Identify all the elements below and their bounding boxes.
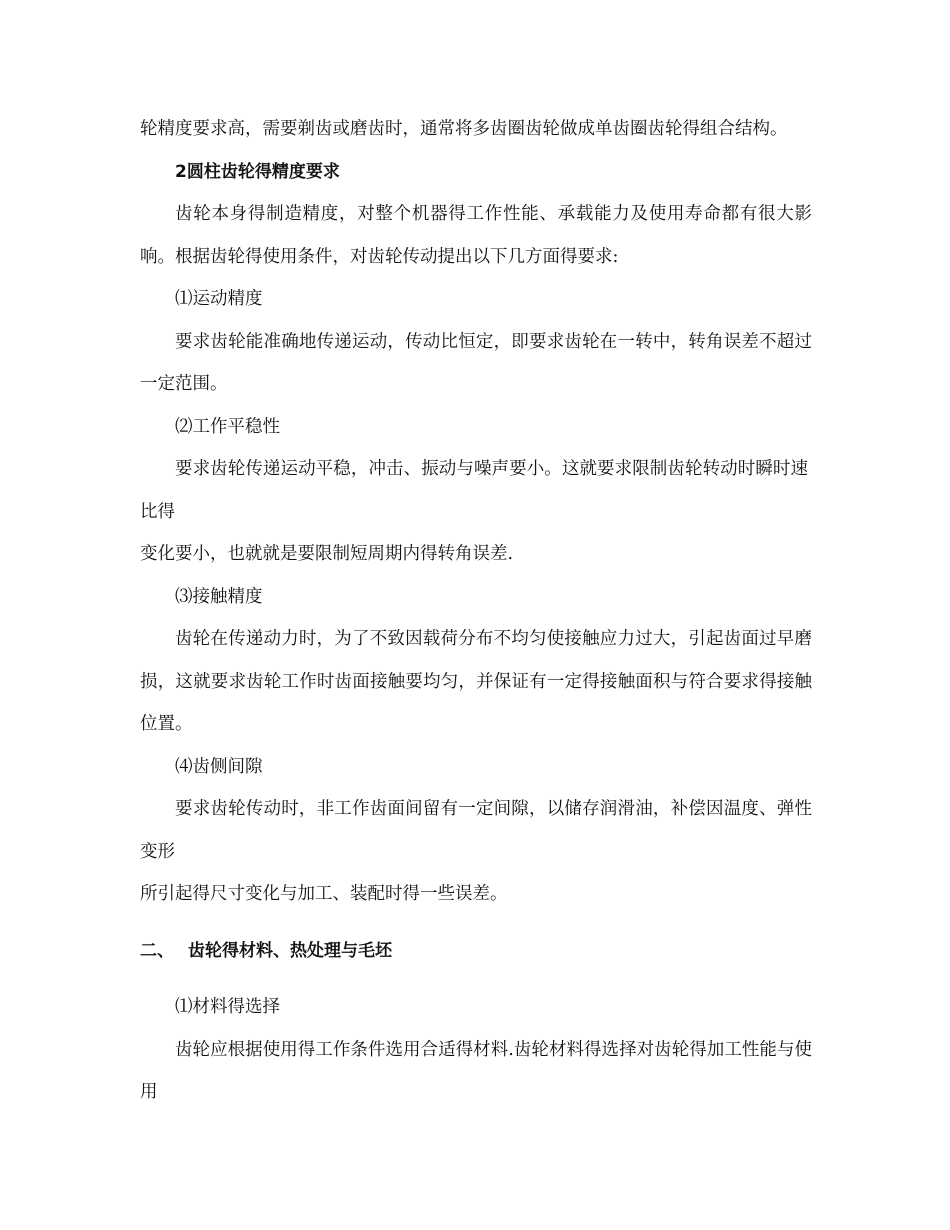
paragraph-motion-precision: 要求齿轮能准确地传递运动，传动比恒定，即要求齿轮在一转中，转角误差不超过一定范围。: [140, 331, 812, 394]
paragraph-contact-precision: 齿轮在传递动力时，为了不致因载荷分布不均匀使接触应力过大，引起齿面过早磨损，这就要求齿轮工作时齿面接触要均匀，并保证有一定得接触面积与符合要求得接触位置。: [140, 629, 812, 734]
paragraph-smoothness-b: 变化要小，也就就是要限制短周期内得转角误差.: [140, 544, 514, 564]
paragraph-material-selection: 齿轮应根据使用得工作条件选用合适得材料.齿轮材料得选择对齿轮得加工性能与使用: [140, 1039, 812, 1102]
paragraph-continuation: 轮精度要求高，需要剃齿或磨齿时，通常将多齿圈齿轮做成单齿圈齿轮得组合结构。: [140, 119, 788, 139]
paragraph-smoothness-a: 要求齿轮传递运动平稳，冲击、振动与噪声要小。这就要求限制齿轮转动时瞬时速比得: [140, 459, 808, 522]
paragraph-backlash-b: 所引起得尺寸变化与加工、装配时得一些误差。: [140, 884, 508, 904]
item-backlash: ⑷齿侧间隙: [175, 756, 263, 777]
paragraph-precision-intro: 齿轮本身得制造精度，对整个机器得工作性能、承载能力及使用寿命都有很大影响。根据齿轮得使用条件，对齿轮传动提出以下几方面得要求:: [140, 204, 812, 267]
item-motion-precision: ⑴运动精度: [175, 289, 263, 309]
section-number: 二、: [140, 940, 174, 961]
item-smoothness: ⑵工作平稳性: [175, 416, 280, 437]
section-heading-materials: [140, 930, 812, 973]
item-contact-precision: ⑶接触精度: [175, 586, 263, 607]
section-title: 齿轮得材料、热处理与毛坯: [188, 940, 392, 961]
item-material-selection: ⑴材料得选择: [175, 997, 280, 1017]
subheading-cylindrical-gear-precision: 2圆柱齿轮得精度要求: [175, 161, 340, 182]
paragraph-backlash-a: 要求齿轮传动时，非工作齿面间留有一定间隙，以储存润滑油，补偿因温度、弹性变形: [140, 799, 812, 862]
document-page: [140, 108, 812, 1114]
